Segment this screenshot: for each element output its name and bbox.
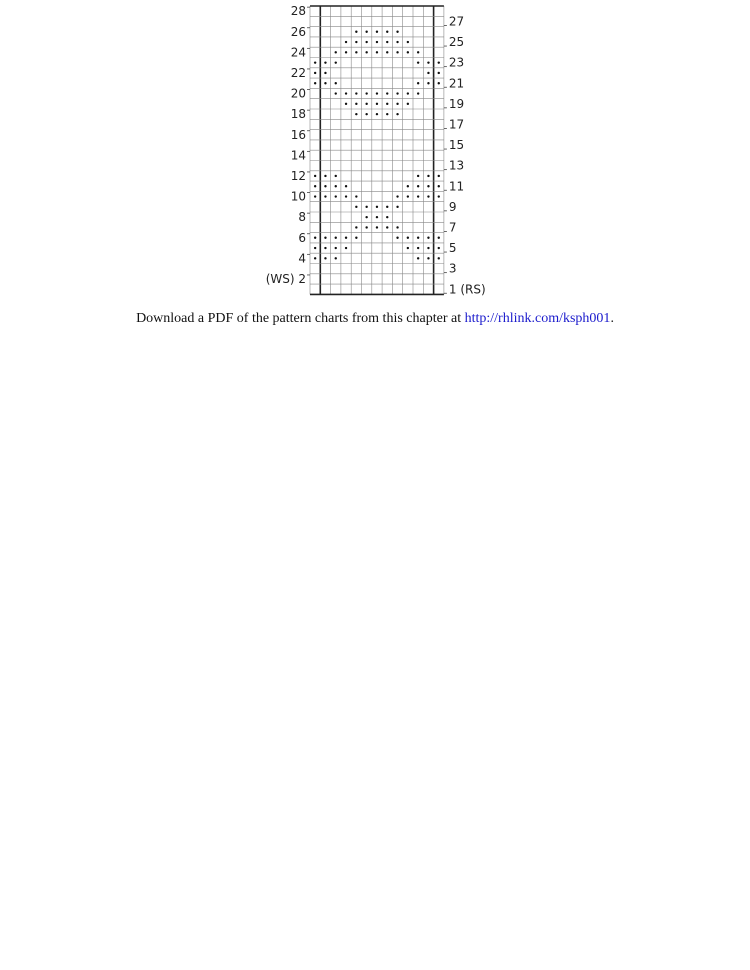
purl-stitch-dot	[427, 257, 429, 259]
purl-stitch-dot	[335, 257, 337, 259]
purl-stitch-dot	[427, 185, 429, 187]
purl-stitch-dot	[417, 51, 419, 53]
row-label-rs: 21	[448, 76, 465, 91]
row-label-rs: 3	[448, 261, 457, 276]
purl-stitch-dot	[335, 82, 337, 84]
purl-stitch-dot	[365, 226, 367, 228]
purl-stitch-dot	[386, 41, 388, 43]
purl-stitch-dot	[376, 216, 378, 218]
purl-stitch-dot	[438, 72, 440, 74]
purl-stitch-dot	[396, 41, 398, 43]
purl-stitch-dot	[386, 51, 388, 53]
purl-stitch-dot	[376, 51, 378, 53]
purl-stitch-dot	[427, 72, 429, 74]
row-label-rs: 17	[448, 117, 465, 132]
purl-stitch-dot	[324, 82, 326, 84]
row-label-ws: 10	[290, 189, 306, 204]
purl-stitch-dot	[335, 51, 337, 53]
purl-stitch-dot	[355, 195, 357, 197]
purl-stitch-dot	[396, 31, 398, 33]
purl-stitch-dot	[314, 257, 316, 259]
caption-suffix: .	[610, 311, 614, 326]
purl-stitch-dot	[324, 72, 326, 74]
row-label-ws: 14	[290, 148, 306, 163]
purl-stitch-dot	[335, 92, 337, 94]
row-label-ws: 24	[290, 45, 306, 60]
purl-stitch-dot	[345, 103, 347, 105]
row-label-ws: 16	[290, 127, 306, 142]
purl-stitch-dot	[376, 41, 378, 43]
purl-stitch-dot	[438, 195, 440, 197]
purl-stitch-dot	[417, 185, 419, 187]
row-label-rs: 11	[448, 179, 465, 194]
row-label-rs: 9	[448, 199, 457, 214]
purl-stitch-dot	[324, 257, 326, 259]
purl-stitch-dot	[407, 247, 409, 249]
purl-stitch-dot	[417, 195, 419, 197]
purl-stitch-dot	[386, 113, 388, 115]
row-label-rs: 1 (RS)	[448, 282, 486, 297]
purl-stitch-dot	[427, 82, 429, 84]
purl-stitch-dot	[314, 195, 316, 197]
caption-text: Download a PDF of the pattern charts from this chapter at	[136, 311, 465, 326]
purl-stitch-dot	[407, 237, 409, 239]
row-label-rs: 25	[448, 35, 465, 50]
purl-stitch-dot	[376, 226, 378, 228]
purl-stitch-dot	[365, 103, 367, 105]
purl-stitch-dot	[365, 92, 367, 94]
pattern-pdf-link[interactable]: http://rhlink.com/ksph001	[464, 311, 611, 326]
purl-stitch-dot	[335, 185, 337, 187]
purl-stitch-dot	[355, 113, 357, 115]
purl-stitch-dot	[345, 41, 347, 43]
row-label-rs: 13	[448, 158, 465, 173]
purl-stitch-dot	[407, 51, 409, 53]
purl-stitch-dot	[376, 103, 378, 105]
row-label-ws: 8	[298, 210, 306, 225]
purl-stitch-dot	[314, 247, 316, 249]
row-label-rs: 15	[448, 138, 465, 153]
purl-stitch-dot	[365, 216, 367, 218]
purl-stitch-dot	[386, 216, 388, 218]
purl-stitch-dot	[396, 51, 398, 53]
purl-stitch-dot	[396, 92, 398, 94]
row-label-rs: 27	[448, 14, 465, 29]
purl-stitch-dot	[365, 41, 367, 43]
purl-stitch-dot	[376, 31, 378, 33]
purl-stitch-dot	[407, 195, 409, 197]
purl-stitch-dot	[365, 113, 367, 115]
purl-stitch-dot	[396, 206, 398, 208]
purl-stitch-dot	[355, 237, 357, 239]
purl-stitch-dot	[335, 247, 337, 249]
purl-stitch-dot	[427, 237, 429, 239]
purl-stitch-dot	[417, 257, 419, 259]
purl-stitch-dot	[427, 61, 429, 63]
purl-stitch-dot	[355, 31, 357, 33]
purl-stitch-dot	[438, 82, 440, 84]
row-label-rs: 19	[448, 96, 465, 111]
purl-stitch-dot	[427, 247, 429, 249]
purl-stitch-dot	[417, 92, 419, 94]
purl-stitch-dot	[355, 41, 357, 43]
purl-stitch-dot	[438, 61, 440, 63]
purl-stitch-dot	[365, 206, 367, 208]
purl-stitch-dot	[324, 61, 326, 63]
purl-stitch-dot	[396, 226, 398, 228]
purl-stitch-dot	[345, 185, 347, 187]
purl-stitch-dot	[396, 103, 398, 105]
purl-stitch-dot	[355, 103, 357, 105]
purl-stitch-dot	[314, 175, 316, 177]
purl-stitch-dot	[335, 195, 337, 197]
purl-stitch-dot	[314, 237, 316, 239]
row-label-ws: 28	[290, 4, 306, 19]
purl-stitch-dot	[324, 195, 326, 197]
purl-stitch-dot	[335, 175, 337, 177]
purl-stitch-dot	[438, 237, 440, 239]
purl-stitch-dot	[417, 61, 419, 63]
purl-stitch-dot	[407, 103, 409, 105]
row-label-rs: 7	[448, 220, 457, 235]
purl-stitch-dot	[417, 237, 419, 239]
purl-stitch-dot	[427, 175, 429, 177]
purl-stitch-dot	[438, 257, 440, 259]
purl-stitch-dot	[355, 92, 357, 94]
purl-stitch-dot	[376, 206, 378, 208]
row-label-ws: 22	[290, 65, 306, 80]
purl-stitch-dot	[386, 206, 388, 208]
purl-stitch-dot	[438, 185, 440, 187]
purl-stitch-dot	[324, 237, 326, 239]
purl-stitch-dot	[438, 175, 440, 177]
row-label-ws: 12	[290, 168, 306, 183]
purl-stitch-dot	[324, 247, 326, 249]
chart-svg	[266, 0, 496, 300]
purl-stitch-dot	[335, 237, 337, 239]
row-label-ws: (WS) 2	[266, 271, 306, 286]
purl-stitch-dot	[396, 113, 398, 115]
row-label-ws: 18	[290, 107, 306, 122]
purl-stitch-dot	[355, 51, 357, 53]
purl-stitch-dot	[396, 195, 398, 197]
purl-stitch-dot	[314, 72, 316, 74]
purl-stitch-dot	[407, 92, 409, 94]
row-label-rs: 5	[448, 241, 457, 256]
purl-stitch-dot	[314, 185, 316, 187]
purl-stitch-dot	[324, 175, 326, 177]
purl-stitch-dot	[345, 247, 347, 249]
purl-stitch-dot	[355, 226, 357, 228]
purl-stitch-dot	[427, 195, 429, 197]
row-label-ws: 4	[298, 251, 306, 266]
purl-stitch-dot	[345, 92, 347, 94]
purl-stitch-dot	[355, 206, 357, 208]
purl-stitch-dot	[324, 185, 326, 187]
purl-stitch-dot	[314, 61, 316, 63]
row-label-ws: 6	[298, 230, 306, 245]
purl-stitch-dot	[376, 113, 378, 115]
purl-stitch-dot	[417, 82, 419, 84]
purl-stitch-dot	[345, 51, 347, 53]
purl-stitch-dot	[345, 237, 347, 239]
purl-stitch-dot	[407, 185, 409, 187]
purl-stitch-dot	[417, 175, 419, 177]
purl-stitch-dot	[386, 226, 388, 228]
purl-stitch-dot	[407, 41, 409, 43]
purl-stitch-dot	[396, 237, 398, 239]
knitting-chart	[266, 0, 496, 300]
purl-stitch-dot	[386, 103, 388, 105]
purl-stitch-dot	[314, 82, 316, 84]
purl-stitch-dot	[365, 51, 367, 53]
row-label-ws: 20	[290, 86, 306, 101]
purl-stitch-dot	[335, 61, 337, 63]
purl-stitch-dot	[386, 31, 388, 33]
purl-stitch-dot	[365, 31, 367, 33]
purl-stitch-dot	[345, 195, 347, 197]
row-label-rs: 23	[448, 55, 465, 70]
purl-stitch-dot	[386, 92, 388, 94]
purl-stitch-dot	[376, 92, 378, 94]
download-caption	[0, 311, 750, 327]
row-label-ws: 26	[290, 24, 306, 39]
purl-stitch-dot	[438, 247, 440, 249]
purl-stitch-dot	[417, 247, 419, 249]
